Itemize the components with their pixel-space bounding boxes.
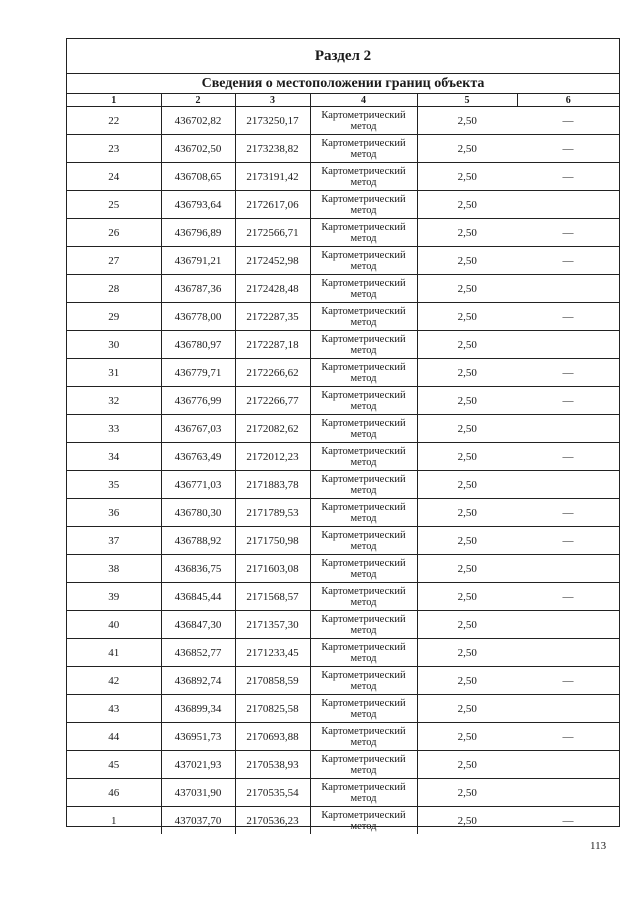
coordinate-x-cell: 436796,89 [161,219,235,247]
note-cell [517,695,619,723]
accuracy-cell: 2,50 [417,135,517,163]
method-cell: Картометрический метод [310,415,417,443]
column-header: 6 [517,94,619,107]
coordinate-y-cell: 2171603,08 [235,555,310,583]
method-cell: Картометрический метод [310,387,417,415]
document-frame [66,38,620,832]
note-cell: — [517,387,619,415]
coordinate-x-cell: 437037,70 [161,807,235,835]
coordinate-y-cell: 2171883,78 [235,471,310,499]
accuracy-cell: 2,50 [417,163,517,191]
method-cell: Картометрический метод [310,639,417,667]
accuracy-cell: 2,50 [417,527,517,555]
accuracy-cell: 2,50 [417,331,517,359]
coordinate-y-cell: 2171789,53 [235,499,310,527]
method-cell: Картометрический метод [310,219,417,247]
point-number-cell: 27 [67,247,161,275]
coordinate-x-cell: 437021,93 [161,751,235,779]
note-cell [517,555,619,583]
point-number-cell: 44 [67,723,161,751]
note-cell: — [517,135,619,163]
coordinate-y-cell: 2172266,77 [235,387,310,415]
accuracy-cell: 2,50 [417,275,517,303]
accuracy-cell: 2,50 [417,191,517,219]
coordinate-y-cell: 2171233,45 [235,639,310,667]
accuracy-cell: 2,50 [417,247,517,275]
note-cell [517,639,619,667]
section-title: Раздел 2 [67,39,619,74]
note-cell [517,471,619,499]
accuracy-cell: 2,50 [417,499,517,527]
coordinate-x-cell: 436708,65 [161,163,235,191]
table-row [67,219,619,247]
accuracy-cell: 2,50 [417,387,517,415]
point-number-cell: 45 [67,751,161,779]
accuracy-cell: 2,50 [417,303,517,331]
accuracy-cell: 2,50 [417,723,517,751]
note-cell [517,779,619,807]
point-number-cell: 1 [67,807,161,835]
table-row [67,471,619,499]
point-number-cell: 41 [67,639,161,667]
method-cell: Картометрический метод [310,583,417,611]
point-number-cell: 38 [67,555,161,583]
coordinate-x-cell: 436951,73 [161,723,235,751]
table-row [67,359,619,387]
page-number: 113 [590,840,607,852]
coordinate-y-cell: 2172617,06 [235,191,310,219]
coordinate-y-cell: 2172012,23 [235,443,310,471]
coordinate-y-cell: 2172266,62 [235,359,310,387]
point-number-cell: 46 [67,779,161,807]
point-number-cell: 37 [67,527,161,555]
column-header: 5 [417,94,517,107]
point-number-cell: 35 [67,471,161,499]
point-number-cell: 31 [67,359,161,387]
point-number-cell: 29 [67,303,161,331]
coordinate-y-cell: 2170538,93 [235,751,310,779]
table-row [67,779,619,807]
coordinate-x-cell: 436778,00 [161,303,235,331]
method-cell: Картометрический метод [310,695,417,723]
table-row [67,807,619,835]
coordinate-y-cell: 2173191,42 [235,163,310,191]
note-cell: — [517,723,619,751]
coordinate-y-cell: 2171568,57 [235,583,310,611]
table-row [67,723,619,751]
accuracy-cell: 2,50 [417,471,517,499]
note-cell: — [517,247,619,275]
note-cell: — [517,499,619,527]
method-cell: Картометрический метод [310,359,417,387]
point-number-cell: 43 [67,695,161,723]
accuracy-cell: 2,50 [417,415,517,443]
accuracy-cell: 2,50 [417,639,517,667]
column-header: 1 [67,94,161,107]
method-cell: Картометрический метод [310,723,417,751]
point-number-cell: 28 [67,275,161,303]
accuracy-cell: 2,50 [417,107,517,135]
coordinate-y-cell: 2170693,88 [235,723,310,751]
point-number-cell: 36 [67,499,161,527]
accuracy-cell: 2,50 [417,751,517,779]
accuracy-cell: 2,50 [417,443,517,471]
column-header: 2 [161,94,235,107]
note-cell: — [517,163,619,191]
coordinate-x-cell: 436779,71 [161,359,235,387]
coordinate-x-cell: 436793,64 [161,191,235,219]
coordinate-x-cell: 436847,30 [161,611,235,639]
point-number-cell: 39 [67,583,161,611]
method-cell: Картометрический метод [310,471,417,499]
table-row [67,107,619,135]
boundary-coordinates-table [67,94,619,834]
table-row [67,583,619,611]
coordinate-y-cell: 2170535,54 [235,779,310,807]
coordinate-y-cell: 2172287,18 [235,331,310,359]
coordinate-x-cell: 436780,97 [161,331,235,359]
accuracy-cell: 2,50 [417,219,517,247]
method-cell: Картометрический метод [310,807,417,835]
point-number-cell: 24 [67,163,161,191]
table-row [67,695,619,723]
table-row [67,303,619,331]
note-cell: — [517,443,619,471]
method-cell: Картометрический метод [310,163,417,191]
point-number-cell: 23 [67,135,161,163]
table-row [67,387,619,415]
table-row [67,611,619,639]
method-cell: Картометрический метод [310,331,417,359]
point-number-cell: 42 [67,667,161,695]
method-cell: Картометрический метод [310,443,417,471]
column-header: 4 [310,94,417,107]
coordinate-x-cell: 436763,49 [161,443,235,471]
point-number-cell: 32 [67,387,161,415]
method-cell: Картометрический метод [310,107,417,135]
coordinate-x-cell: 436845,44 [161,583,235,611]
coordinate-y-cell: 2172452,98 [235,247,310,275]
note-cell: — [517,807,619,835]
method-cell: Картометрический метод [310,779,417,807]
method-cell: Картометрический метод [310,191,417,219]
method-cell: Картометрический метод [310,135,417,163]
accuracy-cell: 2,50 [417,555,517,583]
coordinate-y-cell: 2170858,59 [235,667,310,695]
table-row [67,163,619,191]
note-cell: — [517,219,619,247]
method-cell: Картометрический метод [310,303,417,331]
coordinate-x-cell: 436702,82 [161,107,235,135]
point-number-cell: 30 [67,331,161,359]
table-row [67,639,619,667]
table-row [67,415,619,443]
coordinate-y-cell: 2172082,62 [235,415,310,443]
accuracy-cell: 2,50 [417,583,517,611]
table-row [67,331,619,359]
accuracy-cell: 2,50 [417,779,517,807]
method-cell: Картометрический метод [310,275,417,303]
coordinate-x-cell: 436702,50 [161,135,235,163]
point-number-cell: 22 [67,107,161,135]
column-header: 3 [235,94,310,107]
method-cell: Картометрический метод [310,611,417,639]
table-row [67,191,619,219]
point-number-cell: 26 [67,219,161,247]
table-row [67,135,619,163]
point-number-cell: 25 [67,191,161,219]
point-number-cell: 40 [67,611,161,639]
note-cell [517,415,619,443]
accuracy-cell: 2,50 [417,359,517,387]
method-cell: Картометрический метод [310,499,417,527]
accuracy-cell: 2,50 [417,611,517,639]
note-cell: — [517,667,619,695]
coordinate-x-cell: 436780,30 [161,499,235,527]
coordinate-y-cell: 2170536,23 [235,807,310,835]
method-cell: Картометрический метод [310,751,417,779]
coordinate-y-cell: 2171357,30 [235,611,310,639]
point-number-cell: 33 [67,415,161,443]
note-cell [517,191,619,219]
method-cell: Картометрический метод [310,527,417,555]
coordinate-y-cell: 2172428,48 [235,275,310,303]
table-header-row [67,94,619,107]
table-row [67,499,619,527]
coordinate-y-cell: 2171750,98 [235,527,310,555]
method-cell: Картометрический метод [310,555,417,583]
coordinate-x-cell: 436852,77 [161,639,235,667]
accuracy-cell: 2,50 [417,695,517,723]
coordinate-y-cell: 2173238,82 [235,135,310,163]
note-cell: — [517,303,619,331]
note-cell: — [517,583,619,611]
accuracy-cell: 2,50 [417,807,517,835]
coordinate-y-cell: 2172287,35 [235,303,310,331]
note-cell [517,275,619,303]
method-cell: Картометрический метод [310,247,417,275]
note-cell [517,751,619,779]
coordinate-y-cell: 2172566,71 [235,219,310,247]
coordinate-x-cell: 436788,92 [161,527,235,555]
coordinate-x-cell: 436767,03 [161,415,235,443]
table-row [67,247,619,275]
coordinate-y-cell: 2173250,17 [235,107,310,135]
table-row [67,667,619,695]
coordinate-x-cell: 436892,74 [161,667,235,695]
method-cell: Картометрический метод [310,667,417,695]
coordinate-x-cell: 437031,90 [161,779,235,807]
point-number-cell: 34 [67,443,161,471]
table-row [67,443,619,471]
coordinate-x-cell: 436771,03 [161,471,235,499]
note-cell: — [517,107,619,135]
note-cell: — [517,359,619,387]
note-cell: — [517,527,619,555]
coordinate-x-cell: 436776,99 [161,387,235,415]
table-row [67,555,619,583]
coordinate-x-cell: 436787,36 [161,275,235,303]
note-cell [517,611,619,639]
note-cell [517,331,619,359]
table-row [67,275,619,303]
coordinate-y-cell: 2170825,58 [235,695,310,723]
coordinate-x-cell: 436836,75 [161,555,235,583]
table-row [67,527,619,555]
coordinate-x-cell: 436791,21 [161,247,235,275]
section-subtitle: Сведения о местоположении границ объекта [67,74,619,94]
table-row [67,751,619,779]
accuracy-cell: 2,50 [417,667,517,695]
coordinate-x-cell: 436899,34 [161,695,235,723]
